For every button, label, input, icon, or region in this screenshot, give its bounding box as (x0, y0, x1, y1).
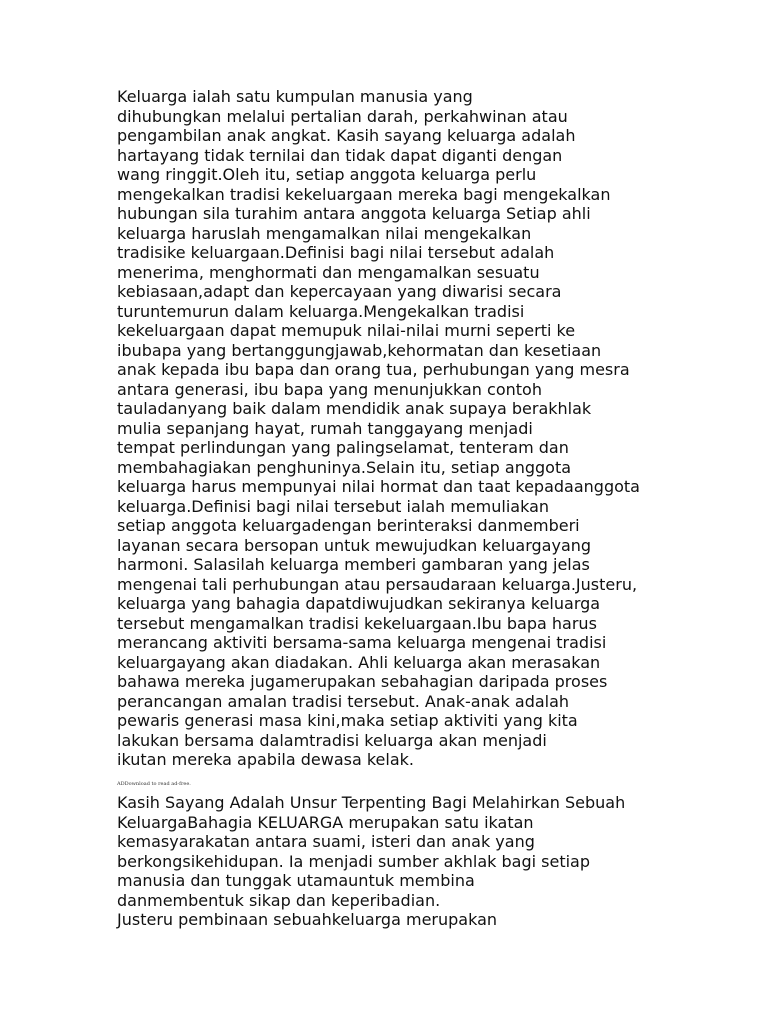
text-line: Kasih Sayang Adalah Unsur Terpenting Bagi Melahirkan Sebuah (117, 793, 626, 812)
text-line: hubungan sila turahim antara anggota keluarga Setiap ahli (117, 204, 591, 223)
text-line: pewaris generasi masa kini,maka setiap aktiviti yang kita (117, 711, 578, 730)
text-line: KeluargaBahagia KELUARGA merupakan satu ikatan (117, 812, 534, 832)
text-line: keluarga.Definisi bagi nilai tersebut ialah memuliakan (117, 496, 550, 516)
text-line: harmoni. Salasilah keluarga memberi gambaran yang jelas (117, 555, 590, 574)
text-line: lakukan bersama dalamtradisi keluarga akan menjadi (117, 730, 547, 750)
text-line: wang ringgit.Oleh itu, setiap anggota keluarga perlu (117, 165, 537, 184)
text-line: hartayang tidak ternilai dan tidak dapat diganti dengan (117, 145, 563, 165)
text-line: ibubapa yang bertanggungjawab,kehormatan dan kesetiaan (117, 340, 602, 360)
text-line: anak kepada ibu bapa dan orang tua, perhubungan yang mesra (117, 360, 630, 379)
text-line: kemasyarakatan antara suami, isteri dan anak yang (117, 832, 535, 851)
text-line: layanan secara bersopan untuk mewujudkan keluargayang (117, 535, 592, 555)
text-line: danmembentuk sikap dan keperibadian. (117, 890, 441, 910)
text-line: tempat perlindungan yang palingselamat, tenteram dan (117, 438, 569, 457)
text-line: berkongsikehidupan. Ia menjadi sumber akhlak bagi setiap (117, 851, 590, 871)
download-ad-note: ADDownload to read ad-free. (117, 781, 191, 787)
text-line: keluarga haruslah mengamalkan nilai mengekalkan (117, 223, 532, 243)
text-line: ikutan mereka apabila dewasa kelak. (117, 750, 414, 769)
body-paragraph-1 (117, 87, 657, 770)
text-line: tersebut mengamalkan tradisi kekeluargaan.Ibu bapa harus (117, 613, 597, 633)
text-line: turuntemurun dalam keluarga.Mengekalkan tradisi (117, 301, 525, 321)
text-line: kekeluargaan dapat memupuk nilai-nilai murni seperti ke (117, 321, 576, 340)
text-line: membahagiakan penghuninya.Selain itu, setiap anggota (117, 457, 572, 477)
text-line: dihubungkan melalui pertalian darah, perkahwinan atau (117, 106, 568, 126)
text-line: manusia dan tunggak utamauntuk membina (117, 871, 475, 890)
text-line: merancang aktiviti bersama-sama keluarga mengenai tradisi (117, 633, 607, 652)
text-line: Justeru pembinaan sebuahkeluarga merupakan (117, 910, 498, 929)
text-line: bahawa mereka jugamerupakan sebahagian daripada proses (117, 672, 608, 691)
text-line: Keluarga ialah satu kumpulan manusia yang (117, 87, 473, 106)
text-line: kebiasaan,adapt dan kepercayaan yang diwarisi secara (117, 282, 562, 301)
body-paragraph-2 (117, 793, 657, 930)
text-line: tauladanyang baik dalam mendidik anak supaya berakhlak (117, 399, 592, 418)
text-line: tradisike keluargaan.Definisi bagi nilai tersebut adalah (117, 243, 555, 262)
text-line: menerima, menghormati dan mengamalkan sesuatu (117, 262, 540, 282)
text-line: keluarga yang bahagia dapatdiwujudkan sekiranya keluarga (117, 594, 601, 613)
text-line: mengekalkan tradisi kekeluargaan mereka bagi mengekalkan (117, 184, 611, 204)
text-line: antara generasi, ibu bapa yang menunjukkan contoh (117, 379, 542, 399)
text-line: keluargayang akan diadakan. Ahli keluarga akan merasakan (117, 652, 601, 672)
text-line: setiap anggota keluargadengan berinteraksi danmemberi (117, 516, 580, 535)
text-line: perancangan amalan tradisi tersebut. Anak-anak adalah (117, 691, 570, 711)
text-line: pengambilan anak angkat. Kasih sayang keluarga adalah (117, 126, 576, 145)
text-line: mengenai tali perhubungan atau persaudaraan keluarga.Justeru, (117, 574, 638, 594)
text-line: keluarga harus mempunyai nilai hormat dan taat kepadaanggota (117, 477, 640, 496)
text-line: mulia sepanjang hayat, rumah tanggayang menjadi (117, 418, 533, 438)
